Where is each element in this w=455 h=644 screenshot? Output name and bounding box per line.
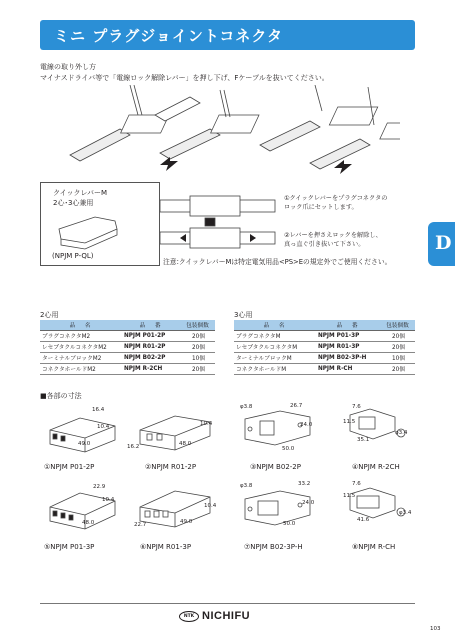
title-banner (40, 20, 415, 50)
drawing-b02-2p (240, 405, 315, 460)
dim-label: 16.4 (92, 407, 105, 413)
section-tab[interactable] (428, 222, 455, 266)
drawing-r-ch (345, 484, 415, 524)
drawing-b02-3p-h (240, 485, 315, 540)
table-row: コネクタホールドM NPJM R-CH 20個 (234, 363, 415, 374)
dim-label: 10.4 (200, 421, 213, 427)
dim-label: 35.1 (357, 437, 370, 443)
usage-note: 注意:クイックレバーMは特定電気用品<PS>Eの規定外でご使用ください。 (163, 258, 392, 266)
removal-instruction: マイナスドライバ等で「電線ロック解除レバー」を押し下げ、Fケーブルを抜いてください。 (40, 74, 329, 82)
table-row: レセプタクルコネクタM2 NPJM R01-2P 20個 (40, 341, 215, 352)
table-2core-caption: 2心用 (40, 311, 59, 319)
drawing-caption: ⑦NPJM B02-3P-H (244, 543, 303, 551)
drawing-p01-2p (45, 408, 130, 458)
dim-label: φ3.4 (399, 510, 412, 516)
dim-label: 49.0 (78, 441, 91, 447)
dim-label: 11.5 (343, 419, 356, 425)
page-number: 103 (430, 626, 441, 632)
drawing-caption: ⑧NPJM R-CH (352, 543, 396, 551)
table-row: ターミナルブロックM2 NPJM B02-2P 10個 (40, 352, 215, 363)
dim-label: 41.6 (357, 517, 370, 523)
page-title: ミニ プラグジョイントコネクタ (54, 27, 284, 45)
step-1: ①クイックレバーをプラグコネクタの ロック爪にセットします。 (284, 195, 388, 211)
footer-divider (40, 603, 415, 604)
table-row: プラグコネクタM2 NPJM P01-2P 20個 (40, 330, 215, 341)
drawing-p01-3p (45, 485, 125, 535)
table-2core (40, 320, 215, 375)
dim-label: 24.0 (300, 422, 313, 428)
lever-code: (NPJM P-QL) (52, 252, 94, 260)
dim-label: 50.0 (283, 521, 296, 527)
dim-label: 10.4 (97, 424, 110, 430)
dim-label: 16.2 (127, 444, 140, 450)
table-row: レセプタクルコネクタM NPJM R01-3P 20個 (234, 341, 415, 352)
drawing-r01-3p (135, 485, 215, 530)
drawing-r01-2p (135, 408, 215, 453)
drawing-r-2ch (345, 405, 415, 445)
drawing-caption: ①NPJM P01-2P (44, 463, 95, 471)
dimensions-heading: ■各部の寸法 (40, 392, 82, 400)
brand-name: NICHIFU (202, 610, 251, 622)
dim-label: 48.0 (82, 520, 95, 526)
section-tab-label: D (435, 232, 452, 254)
dim-label: 50.0 (282, 446, 295, 452)
lever-title: クイックレバーM 2心･3心兼用 (53, 189, 108, 207)
dim-label: 10.4 (102, 497, 115, 503)
table-header-row: 品 名 品 番 包装個数 (234, 320, 415, 330)
dim-label: 26.7 (290, 403, 303, 409)
dim-label: 11.5 (343, 493, 356, 499)
step-2: ②レバーを押さえロックを解除し、 真っ直ぐ引き抜いて下さい。 (284, 232, 382, 248)
table-row: ターミナルブロックM NPJM B02-3P-H 10個 (234, 352, 415, 363)
dim-label: 49.0 (180, 519, 193, 525)
dim-label: φ3.8 (240, 404, 253, 410)
table-header-row: 品 名 品 番 包装個数 (40, 320, 215, 330)
table-3core (234, 320, 415, 375)
table-row: プラグコネクタM NPJM P01-3P 20個 (234, 330, 415, 341)
removal-illustration (60, 85, 400, 180)
drawing-caption: ③NPJM B02-2P (250, 463, 301, 471)
drawing-caption: ⑥NPJM R01-3P (140, 543, 192, 551)
table-3core-caption: 3心用 (234, 311, 253, 319)
dim-label: 24.0 (302, 500, 315, 506)
dim-label: 7.6 (352, 481, 361, 487)
dim-label: 48.0 (179, 441, 192, 447)
logo-mark-icon: NTK (179, 611, 199, 622)
brand-logo (179, 609, 250, 623)
dim-label: 22.9 (93, 484, 106, 490)
dim-label: 33.2 (298, 481, 311, 487)
table-row: コネクタホールドM2 NPJM R-2CH 20個 (40, 363, 215, 374)
dim-label: 7.6 (352, 404, 361, 410)
dim-label: 22.7 (134, 522, 147, 528)
lever-usage-illustration (160, 188, 280, 256)
dim-label: 10.4 (204, 503, 217, 509)
dim-label: φ3.4 (395, 430, 408, 436)
quick-lever-illustration (55, 211, 125, 251)
removal-heading: 電線の取り外し方 (40, 63, 96, 71)
dim-label: φ3.8 (240, 483, 253, 489)
drawing-caption: ②NPJM R01-2P (145, 463, 197, 471)
drawing-caption: ④NPJM R-2CH (352, 463, 400, 471)
drawing-caption: ⑤NPJM P01-3P (44, 543, 95, 551)
